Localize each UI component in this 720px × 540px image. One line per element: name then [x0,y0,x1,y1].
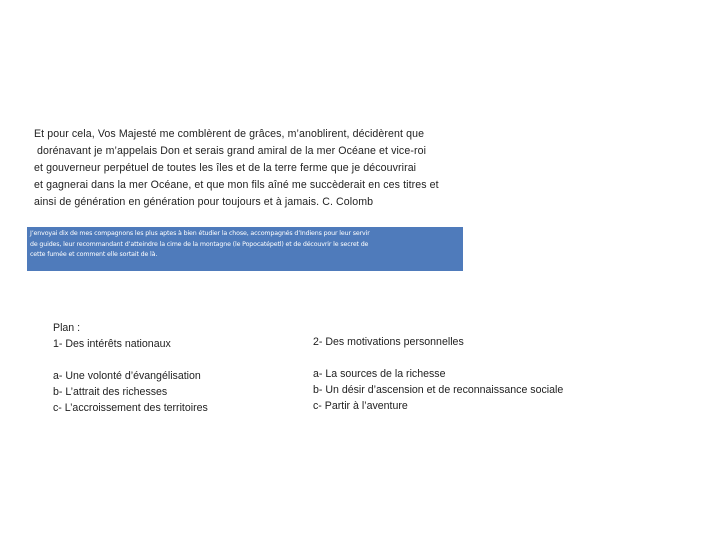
colomb-quote [34,126,504,211]
cortes-quote-line: de guides, leur recommandant d’atteindre la cime de la montagne (le Popocatépetl) et de découvrir le secret de [30,240,369,248]
cortes-quote-line: J’envoyai dix de mes compagnons les plus aptes à bien étudier la chose, accompagnés d’Indiens pour leur servir [30,230,370,237]
plan-part2-title: 2- Des motivations personnelles [313,336,464,348]
list-item: b- L’attrait des richesses [53,386,168,398]
cortes-quote-box [27,227,463,271]
list-item: c- Partir à l’aventure [313,400,408,412]
quote-line: et gagnerai dans la mer Océane, et que mon fils aîné me succèderait en ces titres et [34,179,439,191]
list-item: b- Un désir d’ascension et de reconnaissance sociale [313,384,564,396]
quote-line: Et pour cela, Vos Majesté me comblèrent de grâces, m’anoblirent, décidèrent que [34,128,425,140]
quote-line: et gouverneur perpétuel de toutes les îles et de la terre ferme que je découvrirai [34,162,417,174]
list-item: a- Une volonté d’évangélisation [53,370,201,382]
plan-part1-title: 1- Des intérêts nationaux [53,338,171,350]
plan-part2-list [313,366,563,414]
plan-part1-list [53,368,208,416]
plan-heading [53,320,171,352]
quote-line: ainsi de génération en génération pour toujours et à jamais. C. Colomb [34,196,374,208]
cortes-quote-line: cette fumée et comment elle sortait de là. [30,251,158,258]
quote-line: dorénavant je m’appelais Don et serais grand amiral de la mer Océane et vice-roi [34,145,427,157]
plan-title: Plan : [53,322,81,334]
list-item: c- L’accroissement des territoires [53,402,208,414]
list-item: a- La sources de la richesse [313,368,446,380]
plan-part2-heading [313,334,464,350]
